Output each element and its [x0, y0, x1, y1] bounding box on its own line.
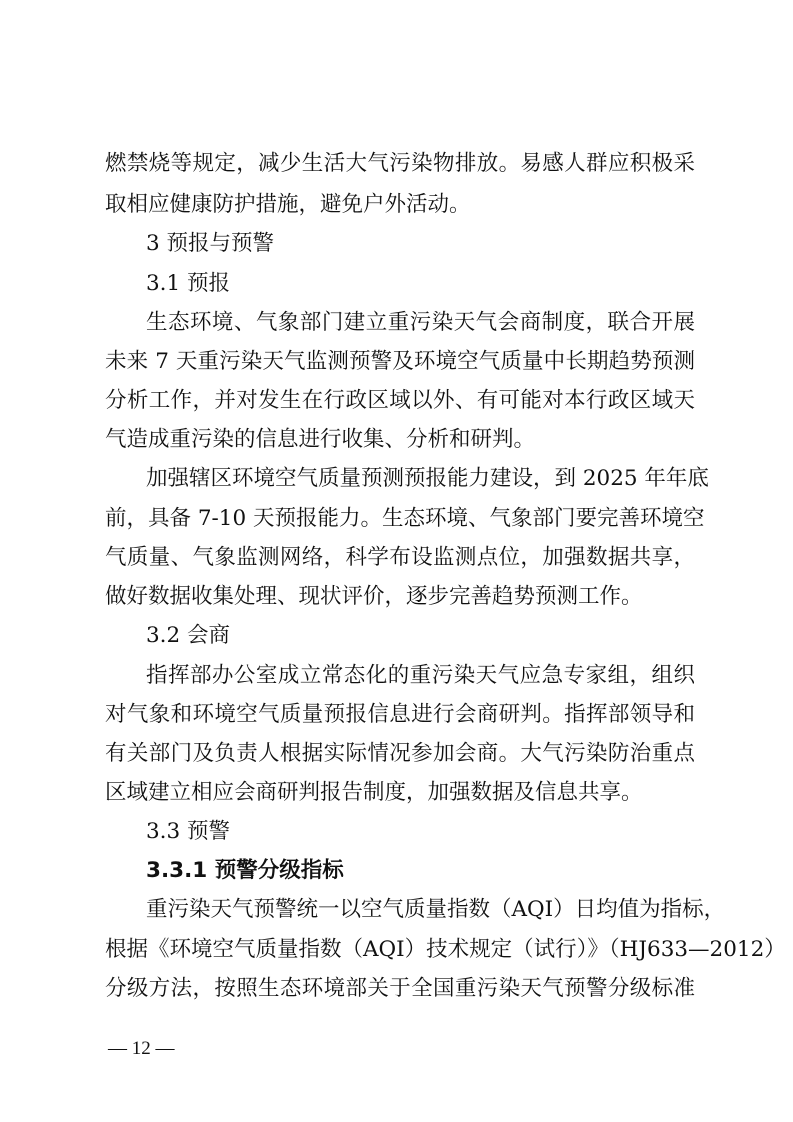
subsection-heading: 3.1 预报	[146, 271, 231, 296]
paragraph-line: 重污染天气预警统一以空气质量指数（AQI）日均值为指标，	[146, 897, 726, 922]
section-heading: 3 预报与预警	[146, 231, 275, 256]
paragraph-line: 未来 7 天重污染天气监测预警及环境空气质量中长期趋势预测	[105, 349, 695, 374]
paragraph-line: 指挥部办公室成立常态化的重污染天气应急专家组，组织	[146, 663, 695, 688]
page-number: — 12 —	[108, 1038, 175, 1059]
paragraph-line: 加强辖区环境空气质量预测预报能力建设，到 2025 年年底	[146, 466, 709, 491]
paragraph-line: 有关部门及负责人根据实际情况参加会商。大气污染防治重点	[105, 741, 695, 766]
paragraph-line: 对气象和环境空气质量预报信息进行会商研判。指挥部领导和	[105, 702, 695, 727]
paragraph-line: 分析工作，并对发生在行政区域以外、有可能对本行政区域天	[105, 388, 695, 413]
paragraph-line: 区域建立相应会商研判报告制度，加强数据及信息共享。	[105, 780, 643, 805]
paragraph-line: 根据《环境空气质量指数（AQI）技术规定（试行）》（HJ633—2012）	[105, 937, 786, 962]
paragraph-line: 做好数据收集处理、现状评价，逐步完善趋势预测工作。	[105, 584, 643, 609]
paragraph-line: 取相应健康防护措施，避免户外活动。	[105, 192, 471, 217]
subsubsection-heading: 3.3.1 预警分级指标	[146, 858, 344, 883]
paragraph-line: 前，具备 7-10 天预报能力。生态环境、气象部门要完善环境空	[105, 506, 705, 531]
paragraph-line: 燃禁烧等规定，减少生活大气污染物排放。易感人群应积极采	[105, 151, 695, 176]
paragraph-line: 分级方法，按照生态环境部关于全国重污染天气预警分级标准	[105, 976, 695, 1001]
paragraph-line: 生态环境、气象部门建立重污染天气会商制度，联合开展	[146, 310, 695, 335]
subsection-heading: 3.2 会商	[146, 623, 231, 648]
paragraph-line: 气质量、气象监测网络，科学布设监测点位，加强数据共享，	[105, 545, 695, 570]
paragraph-line: 气造成重污染的信息进行收集、分析和研判。	[105, 427, 536, 452]
subsection-heading: 3.3 预警	[146, 819, 231, 844]
